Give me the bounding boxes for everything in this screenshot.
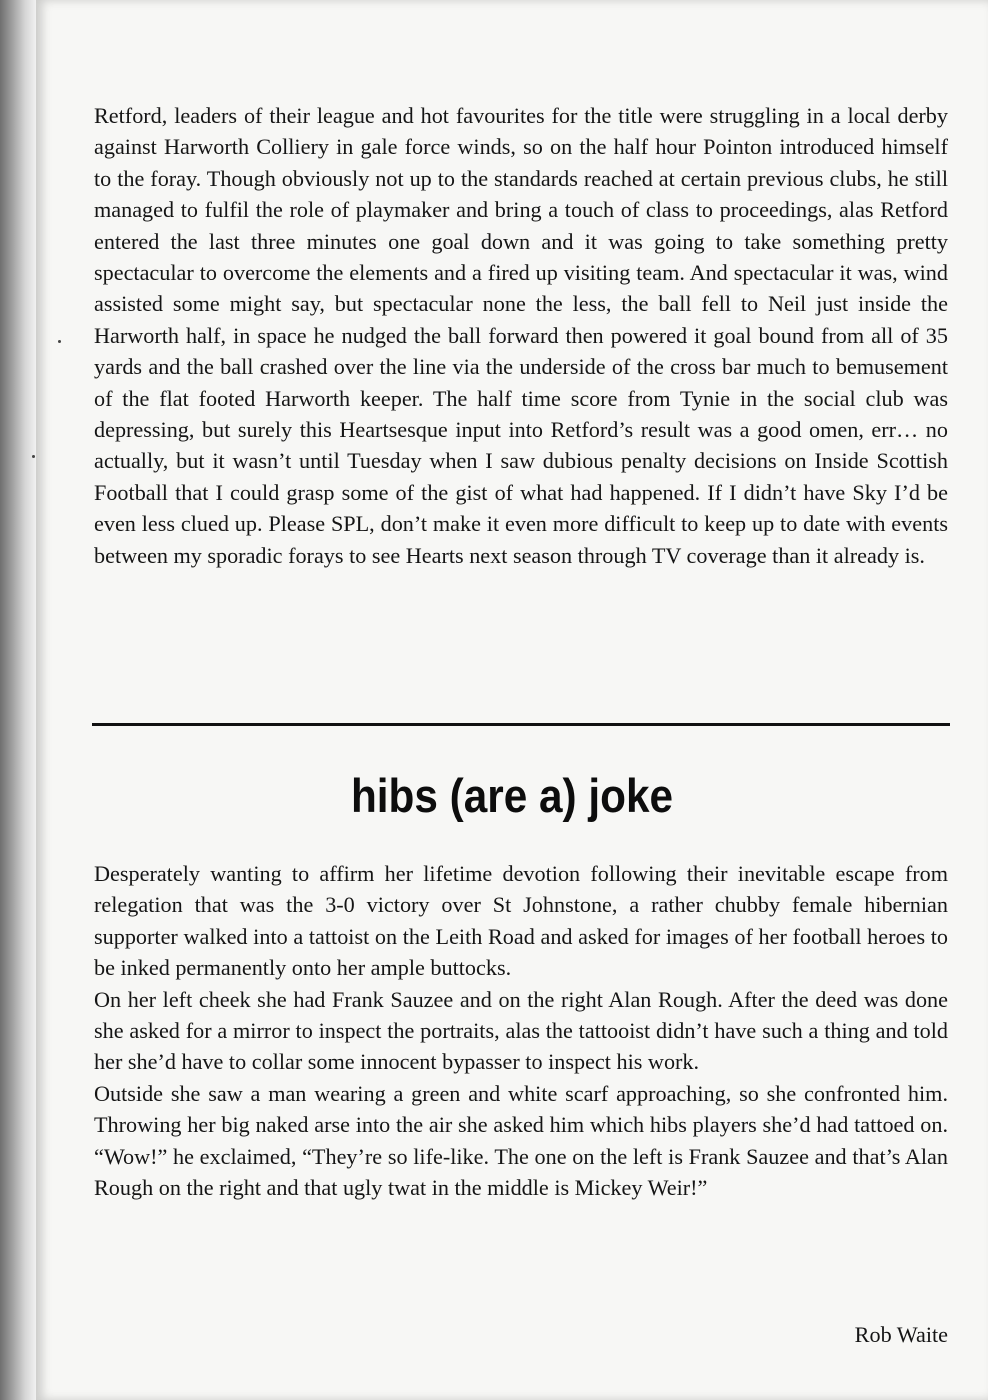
book-binding-edge bbox=[0, 0, 36, 1400]
magazine-page bbox=[36, 0, 988, 1400]
section-divider bbox=[92, 723, 950, 726]
margin-speck bbox=[32, 455, 35, 458]
margin-speck bbox=[58, 340, 61, 343]
author-byline: Rob Waite bbox=[854, 1322, 948, 1347]
article-body-hibs bbox=[94, 858, 948, 1203]
headline-hibs-joke: hibs (are a) joke bbox=[350, 769, 674, 822]
article-paragraph: On her left cheek she had Frank Sauzee and on the right Alan Rough. After the deed was done she asked for a mirror to inspect the portraits, alas the tattooist didn’t have such a thing and told her she’d have to collar some innocent bypasser to inspect his work. bbox=[94, 986, 948, 1075]
article-paragraph: Desperately wanting to affirm her lifetime devotion following their inevitable escape from relegation that was the 3-0 victory over St Johnstone, a rather chubby female hibernian supporter walked into a tattoist on the Leith Road and asked for images of her football heroes to be inked permanently onto her ample buttocks. bbox=[94, 861, 948, 981]
article-body-retford: Retford, leaders of their league and hot favourites for the title were struggling in a local derby against Harworth Colliery in gale force winds, so on the half hour Pointon introduced himself to the foray. Though obviously not up to the standards reached at certain previous clubs, he still managed to fulfil the role of playmaker and bring a touch of class to proceedings, alas Retford entered the last three minutes one goal down and it was going to take something pretty spectacular to overcome the elements and a fired up visiting team. And spectacular it was, wind assisted some might say, but spectacular none the less, the ball fell to Neil just inside the Harworth half, in space he nudged the ball forward then powered it goal bound from all of 35 yards and the ball crashed over the line via the underside of the cross bar much to bemusement of the flat footed Harworth keeper. The half time score from Tynie in the social club was depressing, but surely this Heartsesque input into Retford’s result was a good omen, err… no actually, but it wasn’t until Tuesday when I saw dubious penalty decisions on Inside Scottish Football that I could grasp some of the gist of what had happened. If I didn’t have Sky I’d be even less clued up. Please SPL, don’t make it even more difficult to keep up to date with events between my sporadic forays to see Hearts next season through TV coverage than it already is. bbox=[94, 103, 948, 568]
article-paragraph: Outside she saw a man wearing a green and white scarf approaching, so she confronted him. Throwing her big naked arse into the air she asked him which hibs players she’d had tattoed on. “Wow!” he exclaimed, “They’re so life-like. The one on the left is Frank Sauzee and that’s Alan Rough on the right and that ugly twat in the middle is Mickey Weir!” bbox=[94, 1080, 948, 1201]
